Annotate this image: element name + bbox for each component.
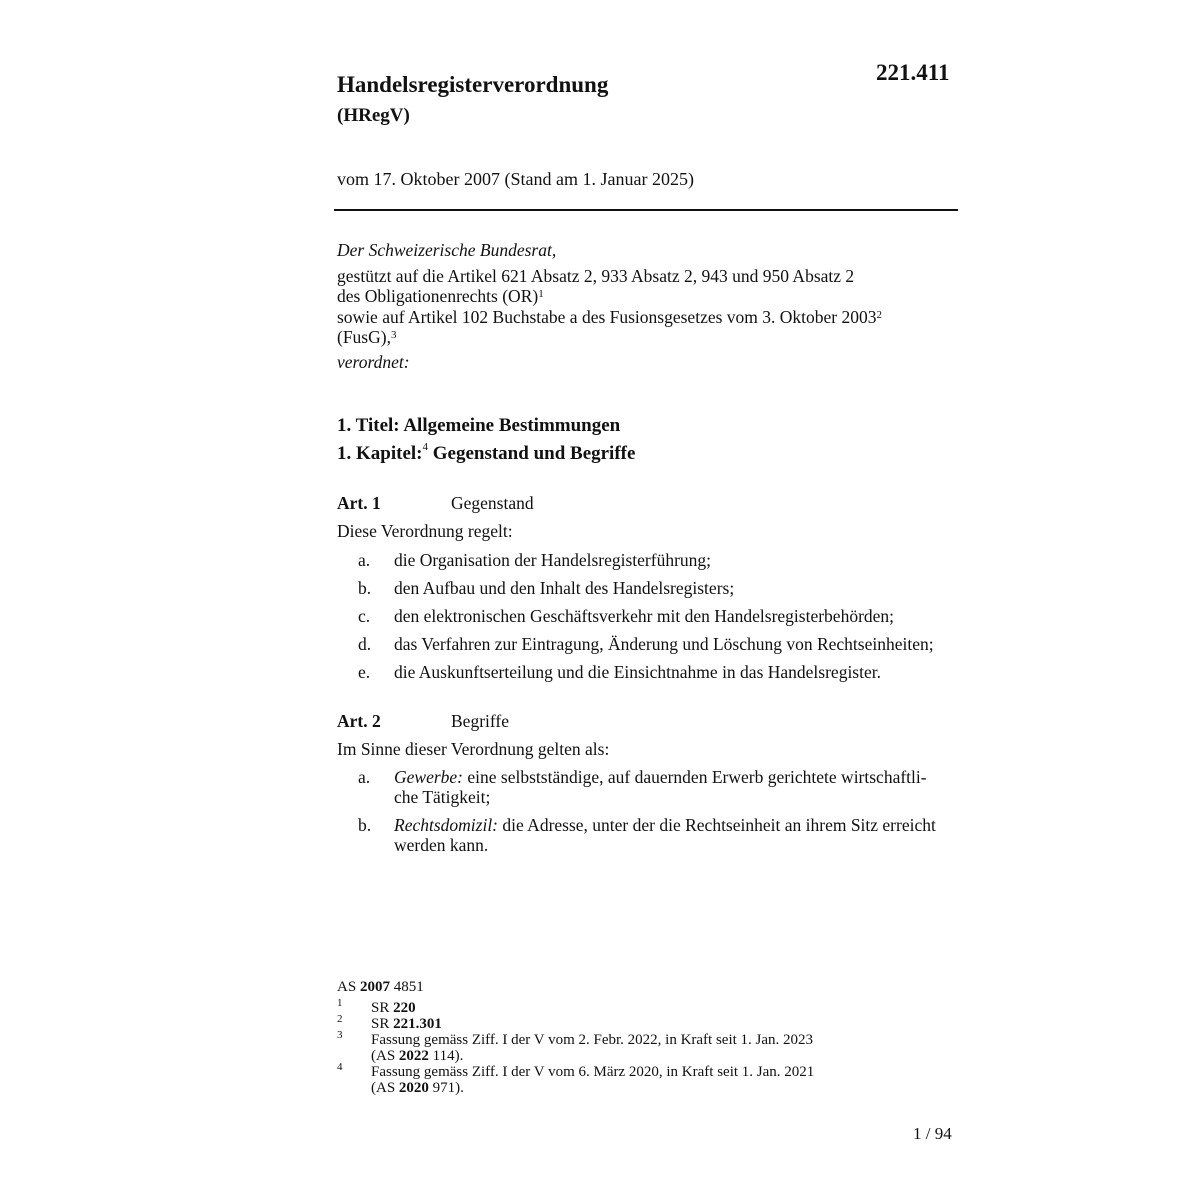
footnote-ref-3[interactable]: 3 [390, 329, 397, 341]
art2-item-line: Gewerbe: eine selbstständige, auf dauernden Erwerb gerichtete wirtschaftli- [394, 767, 927, 787]
art2-intro: Im Sinne dieser Verordnung gelten als: [337, 739, 610, 759]
footnote-ref-4[interactable]: 4 [422, 441, 428, 453]
document-title: Handelsregisterverordnung [337, 72, 609, 97]
art2-title: Begriffe [451, 711, 509, 731]
art2-item-letter: a. [358, 767, 371, 787]
footnote-text: Fassung gemäss Ziff. I der V vom 2. Febr. 2022, in Kraft seit 1. Jan. 2023 [371, 1032, 814, 1048]
chapter-heading: 1. Kapitel:$^4$ Gegenstand und Begriffe [337, 441, 636, 464]
preamble-line-1: gestützt auf die Artikel 621 Absatz 2, 933 Absatz 2, 943 und 950 Absatz 2 [337, 266, 855, 286]
footnote-number: 1 [337, 997, 343, 1009]
art1-item-letter: b. [358, 578, 372, 598]
sr-number: 221.411 [876, 60, 950, 85]
header-divider [334, 209, 958, 211]
art1-item-text: die Organisation der Handelsregisterführung; [394, 550, 712, 570]
footnote-text: Fassung gemäss Ziff. I der V vom 6. März 2020, in Kraft seit 1. Jan. 2021 [371, 1064, 815, 1080]
footnote-ref-1[interactable]: 1 [538, 288, 544, 300]
document-abbreviation: (HRegV) [337, 105, 410, 126]
art2-item-line: werden kann. [394, 835, 489, 855]
official-collection-ref: AS 2007 4851 [337, 979, 424, 995]
preamble-line-2: des Obligationenrechts (OR)$^1$ [337, 286, 544, 306]
footnote-ref-2[interactable]: 2 [876, 309, 882, 321]
art1-item-letter: a. [358, 550, 371, 570]
art1-intro: Diese Verordnung regelt: [337, 521, 513, 541]
art1-item-letter: c. [358, 606, 371, 626]
definition-term: Gewerbe: [394, 767, 464, 787]
preamble-line-4: (FusG),$^3$ [337, 327, 397, 347]
art2-item-letter: b. [358, 815, 372, 835]
art1-item-letter: e. [358, 662, 371, 682]
footnote-text: (AS 2022 114). [371, 1048, 464, 1064]
art1-item-text: den elektronischen Geschäftsverkehr mit den Handelsregisterbehörden; [394, 606, 895, 626]
art2-item-line: Rechtsdomizil: die Adresse, unter der die Rechtseinheit an ihrem Sitz erreicht [394, 815, 936, 835]
preamble-decree: verordnet: [337, 352, 410, 372]
art1-label: Art. 1 [337, 493, 381, 513]
art1-item-text: das Verfahren zur Eintragung, Änderung und Löschung von Rechtseinheiten; [394, 634, 934, 654]
footnote-text: SR 220 [371, 1000, 416, 1016]
footnote-number: 4 [337, 1061, 343, 1073]
preamble-line-3: sowie auf Artikel 102 Buchstabe a des Fusionsgesetzes vom 3. Oktober 2003$^2$ [337, 307, 882, 327]
footnote-number: 3 [337, 1029, 343, 1041]
footnote-text: SR 221.301 [371, 1016, 442, 1032]
art1-item-text: die Auskunftserteilung und die Einsichtnahme in das Handelsregister. [394, 662, 881, 682]
art1-item-text: den Aufbau und den Inhalt des Handelsregisters; [394, 578, 735, 598]
preamble-authority: Der Schweizerische Bundesrat, [337, 240, 557, 260]
footnote-text: (AS 2020 971). [371, 1080, 464, 1096]
art1-item-letter: d. [358, 634, 372, 654]
definition-term: Rechtsdomizil: [394, 815, 499, 835]
document-date: vom 17. Oktober 2007 (Stand am 1. Januar 2025) [337, 169, 694, 189]
art1-title: Gegenstand [451, 493, 534, 513]
title-heading: 1. Titel: Allgemeine Bestimmungen [337, 415, 621, 436]
art2-item-line: che Tätigkeit; [394, 787, 491, 807]
art2-label: Art. 2 [337, 711, 381, 731]
page-number: 1 / 94 [913, 1124, 952, 1143]
footnote-number: 2 [337, 1013, 343, 1025]
